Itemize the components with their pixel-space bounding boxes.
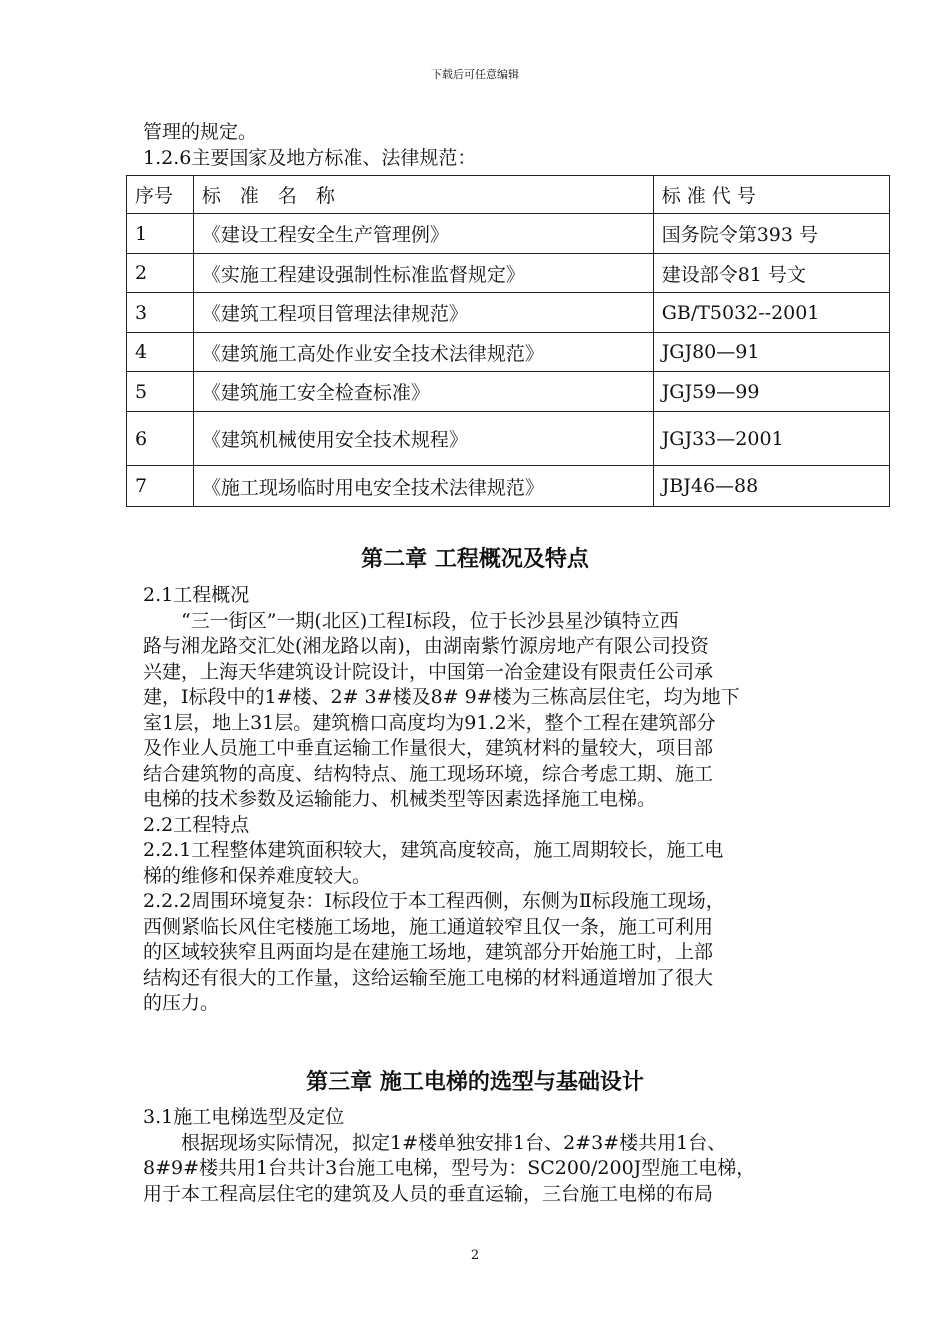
paragraph-line: 结合建筑物的高度、结构特点、施工现场环境，综合考虑工期、施工 xyxy=(143,762,714,785)
paragraph-line: 根据现场实际情况，拟定1#楼单独安排1台、2#3#楼共用1台、 xyxy=(181,1131,727,1154)
table-row xyxy=(127,293,890,333)
paragraph-line: 梯的维修和保养难度较大。 xyxy=(143,864,372,887)
paragraph-line: 电梯的技术参数及运输能力、机械类型等因素选择施工电梯。 xyxy=(143,788,657,810)
table-cell: 1 xyxy=(127,214,194,254)
table-cell: JGJ59—99 xyxy=(653,372,889,412)
paragraph-line: 8#9#楼共用1台共计3台施工电梯，型号为：SC200/200J型施工电梯， xyxy=(143,1157,756,1179)
table-header-cell: 标 准 代 号 xyxy=(653,176,889,214)
table-cell: 国务院令第393 号 xyxy=(653,214,889,254)
page-number: 2 xyxy=(470,1248,480,1263)
paragraph-line: 用于本工程高层住宅的建筑及人员的垂直运输，三台施工电梯的布局 xyxy=(143,1182,714,1205)
table-cell: JBJ46—88 xyxy=(653,466,889,507)
intro-line: 管理的规定。 xyxy=(143,121,258,143)
header-note: 下载后可任意编辑 xyxy=(431,68,519,81)
paragraph-line: 2.2.1工程整体建筑面积较大，建筑高度较高，施工周期较长，施工电 xyxy=(143,839,724,861)
paragraph-line: 西侧紧临长风住宅楼施工场地，施工通道较窄且仅一条，施工可利用 xyxy=(143,915,714,938)
paragraph-line: 2.2.2周围环境复杂：Ⅰ标段位于本工程西侧，东侧为Ⅱ标段施工现场， xyxy=(143,890,725,912)
paragraph-line: 建，Ⅰ标段中的1#楼、2# 3#楼及8# 9#楼为三栋高层住宅，均为地下 xyxy=(143,686,740,708)
table-cell: 2 xyxy=(127,254,194,293)
section-heading: 2.1工程概况 xyxy=(143,584,250,606)
table-cell: 3 xyxy=(127,293,194,333)
table-cell: GB/T5032--2001 xyxy=(653,293,889,333)
table-header-cell: 序号 xyxy=(127,176,194,214)
paragraph-line: 路与湘龙路交汇处(湘龙路以南)，由湖南紫竹源房地产有限公司投资 xyxy=(143,635,709,657)
table-row xyxy=(127,412,890,466)
chapter-2-title: 第二章 工程概况及特点 xyxy=(361,547,589,572)
section-heading: 3.1施工电梯选型及定位 xyxy=(143,1106,345,1128)
table-cell: 《建设工程安全生产管理例》 xyxy=(193,214,653,254)
table-cell: JGJ80—91 xyxy=(653,333,889,372)
intro-block xyxy=(143,120,843,171)
section-heading: 2.2工程特点 xyxy=(143,813,250,836)
table-row xyxy=(127,333,890,372)
table-row xyxy=(127,466,890,507)
paragraph-line: 结构还有很大的工作量，这给运输至施工电梯的材料通道增加了很大 xyxy=(143,966,714,989)
standards-table xyxy=(126,175,890,507)
table-cell: 7 xyxy=(127,466,194,507)
table-cell: 6 xyxy=(127,412,194,466)
chapter-2-body xyxy=(143,583,843,1017)
table-cell: 建设部令81 号文 xyxy=(653,254,889,293)
table-cell: 《建筑工程项目管理法律规范》 xyxy=(193,293,653,333)
table-cell: 《建筑施工安全检查标准》 xyxy=(193,372,653,412)
paragraph-line: 的压力。 xyxy=(143,992,220,1014)
table-cell: 《实施工程建设强制性标准监督规定》 xyxy=(193,254,653,293)
chapter-3-title: 第三章 施工电梯的选型与基础设计 xyxy=(306,1070,644,1095)
paragraph-line: 的区域较狭窄且两面均是在建施工场地，建筑部分开始施工时，上部 xyxy=(143,941,714,963)
table-header-row xyxy=(127,176,890,214)
table-row xyxy=(127,214,890,254)
chapter-3-body xyxy=(143,1105,843,1207)
paragraph-line: 兴建，上海天华建筑设计院设计，中国第一冶金建设有限责任公司承 xyxy=(143,660,714,683)
table-cell: 《建筑施工高处作业安全技术法律规范》 xyxy=(193,333,653,372)
table-cell: JGJ33—2001 xyxy=(653,412,889,466)
paragraph-line: 及作业人员施工中垂直运输工作量很大，建筑材料的量较大，项目部 xyxy=(143,737,714,759)
table-cell: 《施工现场临时用电安全技术法律规范》 xyxy=(193,466,653,507)
table-header-cell: 标 准 名 称 xyxy=(193,176,653,214)
paragraph-line: “三一街区”一期(北区)工程Ⅰ标段，位于长沙县星沙镇特立西 xyxy=(181,609,679,632)
table-cell: 5 xyxy=(127,372,194,412)
table-row xyxy=(127,254,890,293)
paragraph-line: 室1层，地上31层。建筑檐口高度均为91.2米，整个工程在建筑部分 xyxy=(143,711,716,734)
table-row xyxy=(127,372,890,412)
table-cell: 4 xyxy=(127,333,194,372)
intro-line: 1.2.6主要国家及地方标准、法律规范： xyxy=(143,146,477,169)
table-cell: 《建筑机械使用安全技术规程》 xyxy=(193,412,653,466)
